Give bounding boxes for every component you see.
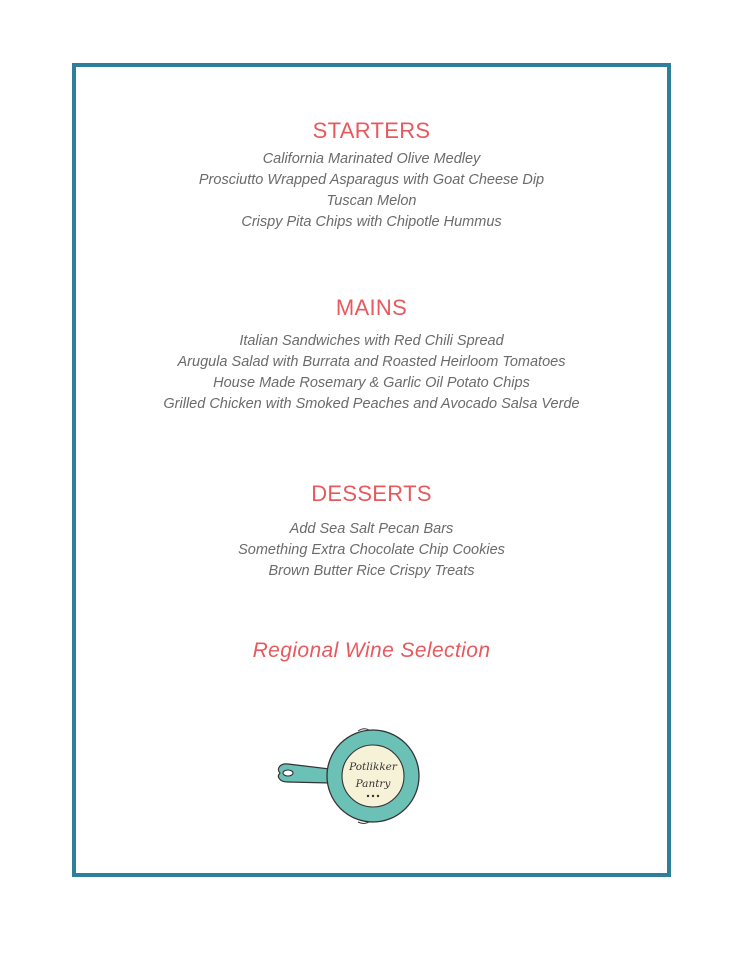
logo-dots xyxy=(367,795,379,797)
menu-item: Crispy Pita Chips with Chipotle Hummus xyxy=(241,214,502,230)
starters-section xyxy=(76,118,667,233)
logo-line1: Potlikker xyxy=(349,761,397,773)
menu-item: Arugula Salad with Burrata and Roasted Heirloom Tomatoes xyxy=(177,354,566,370)
menu-item: Grilled Chicken with Smoked Peaches and Avocado Salsa Verde xyxy=(163,396,580,412)
wine-selection: Regional Wine Selection xyxy=(252,639,491,662)
mains-section xyxy=(76,295,667,415)
logo-line2: Pantry xyxy=(355,778,391,790)
mains-list xyxy=(76,331,667,415)
menu-item: House Made Rosemary & Garlic Oil Potato Chips xyxy=(213,375,530,391)
menu-item: Prosciutto Wrapped Asparagus with Goat Cheese Dip xyxy=(198,172,545,188)
menu-item: Add Sea Salt Pecan Bars xyxy=(289,521,454,537)
menu-item: Tuscan Melon xyxy=(326,193,417,209)
menu-item: California Marinated Olive Medley xyxy=(262,151,481,167)
desserts-heading: DESSERTS xyxy=(311,481,432,506)
menu-item: Italian Sandwiches with Red Chili Spread xyxy=(239,333,504,349)
starters-heading: STARTERS xyxy=(312,118,431,143)
menu-item: Something Extra Chocolate Chip Cookies xyxy=(238,542,505,558)
starters-list xyxy=(76,149,667,233)
desserts-section xyxy=(76,481,667,582)
mains-heading: MAINS xyxy=(335,295,408,320)
wine-section xyxy=(76,639,667,663)
menu-item: Brown Butter Rice Crispy Treats xyxy=(268,563,475,579)
desserts-list xyxy=(76,519,667,582)
potlikker-pantry-logo xyxy=(274,727,424,827)
skillet-icon xyxy=(278,729,419,824)
